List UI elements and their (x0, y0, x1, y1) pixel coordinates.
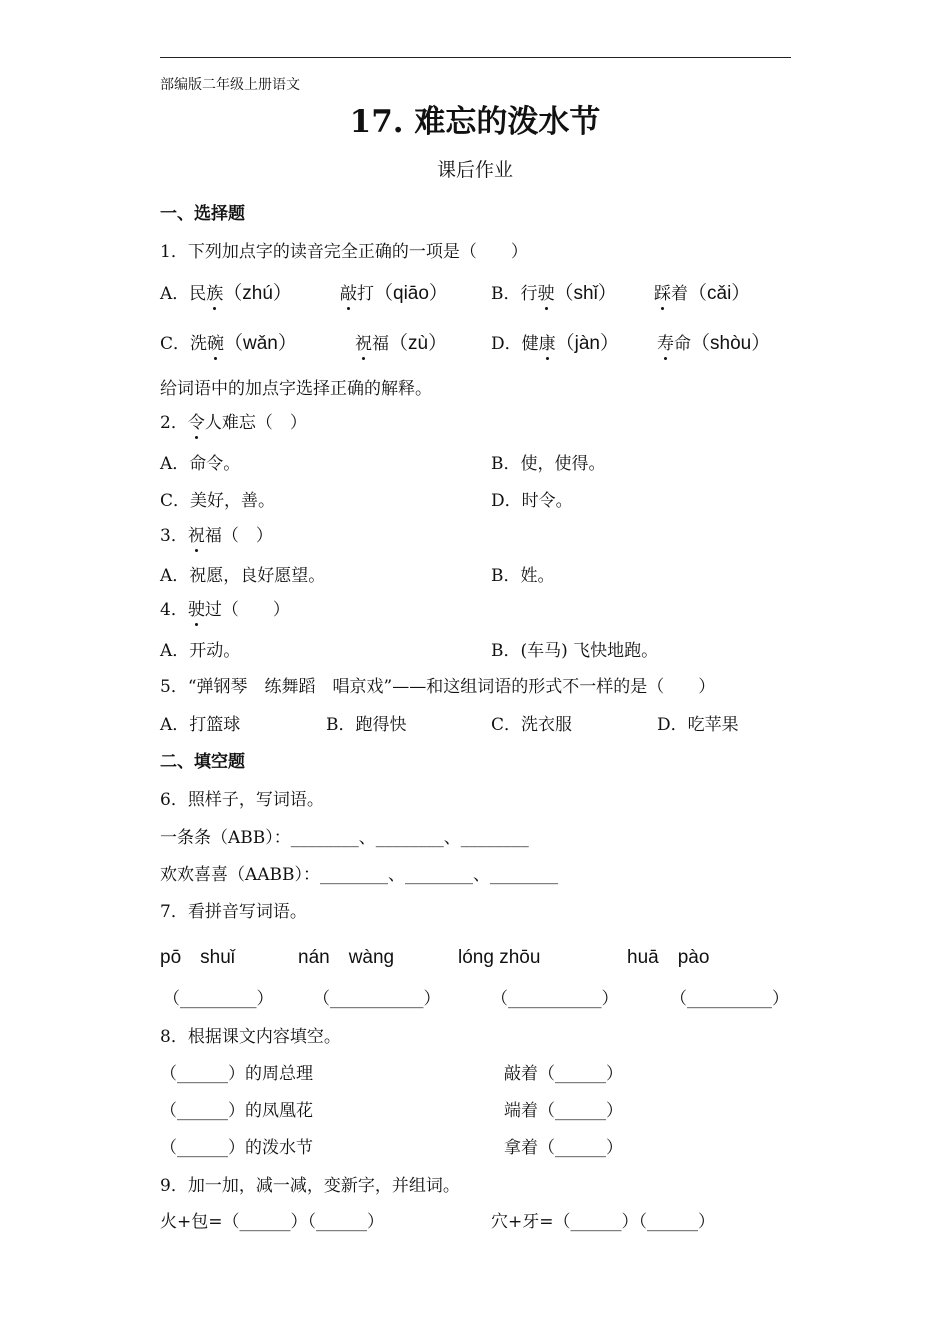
q5-option-c: C．洗衣服 (491, 715, 573, 735)
q1-option-c-word2 (355, 334, 447, 353)
q8-right-1[interactable]: 敲着（______） (504, 1064, 623, 1084)
q7-pinyin-4: huā pào (627, 947, 710, 968)
word-part: 健 (521, 334, 539, 354)
q1-option-b-word2 (654, 284, 750, 303)
q9-left[interactable]: 火+包=（______）（______） (160, 1212, 384, 1232)
dotted-char: 踩 (654, 284, 671, 304)
question-8-stem: 8．根据课文内容填空。 (160, 1027, 341, 1047)
q4-option-a: A．开动。 (160, 641, 241, 661)
q7-blank-4[interactable]: （__________） (670, 989, 789, 1009)
pinyin: （shǐ） (554, 283, 617, 304)
question-9-stem: 9．加一加，减一减，变新字，并组词。 (160, 1176, 460, 1196)
q5-option-a: A．打篮球 (160, 715, 241, 735)
q8-left-2[interactable]: （______）的凤凰花 (160, 1101, 313, 1121)
dotted-char: 寿 (657, 334, 674, 354)
question-text: 过（ ） (204, 600, 290, 620)
question-number: 3． (160, 526, 188, 546)
q8-right-3[interactable]: 拿着（______） (504, 1138, 623, 1158)
q4-option-b: B．(车马) 飞快地跑。 (491, 641, 659, 661)
dotted-char: 祝 (187, 526, 205, 546)
option-label: D． (491, 334, 522, 354)
dotted-char: 族 (206, 284, 224, 304)
question-6-stem: 6．照样子，写词语。 (160, 790, 324, 810)
pinyin: （shòu） (691, 333, 771, 354)
q7-blank-2[interactable]: （___________） (313, 989, 441, 1009)
question-4-stem (160, 602, 290, 619)
q8-left-1[interactable]: （______）的周总理 (160, 1064, 313, 1084)
dotted-char: 碗 (207, 334, 225, 354)
section-heading-fill: 二、填空题 (160, 752, 245, 772)
question-3-stem (160, 528, 273, 545)
q7-pinyin-3: lóng zhōu (458, 947, 541, 968)
q1-option-a (160, 284, 292, 303)
q8-right-2[interactable]: 端着（______） (504, 1101, 623, 1121)
word-part: 打 (357, 284, 374, 304)
question-7-stem: 7．看拼音写词语。 (160, 902, 307, 922)
q9-right[interactable]: 穴+牙=（______）（______） (491, 1212, 715, 1232)
word-part: 着 (671, 284, 688, 304)
question-text: 人难忘（ ） (204, 413, 307, 433)
header-rule (160, 57, 791, 58)
q2-option-b: B．使，使得。 (491, 454, 606, 474)
dotted-char: 祝 (355, 334, 372, 354)
dotted-char: 敲 (340, 284, 357, 304)
dotted-char: 令 (187, 413, 205, 433)
q6-line-aabb: 欢欢喜喜（AABB）：________、________、________ (160, 865, 559, 885)
q1-option-d-word2 (657, 334, 770, 353)
question-2-stem (160, 415, 307, 432)
q1-option-b (491, 284, 617, 303)
option-label: B． (491, 284, 521, 304)
pinyin: （qiāo） (374, 283, 448, 304)
q3-option-b: B．姓。 (491, 566, 555, 586)
option-label: C． (160, 334, 191, 354)
q7-blank-1[interactable]: （_________） (163, 989, 274, 1009)
q5-option-b: B．跑得快 (326, 715, 407, 735)
pinyin: （cǎi） (688, 283, 751, 304)
word-part: 行 (520, 284, 538, 304)
q7-pinyin-1: pō shuǐ (160, 947, 235, 968)
dotted-char: 康 (538, 334, 556, 354)
q1-option-d (491, 334, 619, 353)
section-heading-choice: 一、选择题 (160, 204, 245, 224)
question-1-stem: 1．下列加点字的读音完全正确的一项是（ ） (160, 242, 528, 262)
q6-line-abb: 一条条（ABB）：________、________、________ (160, 828, 529, 848)
q5-option-d: D．吃苹果 (657, 715, 739, 735)
question-number: 4． (160, 600, 188, 620)
q1-option-a-word2 (340, 284, 448, 303)
option-label: A． (160, 284, 190, 304)
pinyin: （zù） (389, 333, 448, 354)
dotted-char: 驶 (537, 284, 555, 304)
q1-option-c (160, 334, 297, 353)
q2-option-a: A．命令。 (160, 454, 241, 474)
header-subject: 部编版二年级上册语文 (160, 77, 300, 93)
q3-option-a: A．祝愿，良好愿望。 (160, 566, 326, 586)
dotted-char: 驶 (187, 600, 205, 620)
pinyin: （wǎn） (224, 333, 297, 354)
q7-blank-3[interactable]: （___________） (491, 989, 619, 1009)
question-5-stem: 5．“弹钢琴 练舞蹈 唱京戏”——和这组词语的形式不一样的是（ ） (160, 677, 716, 697)
pinyin: （zhú） (223, 283, 292, 304)
page-subtitle: 课后作业 (436, 159, 513, 181)
word-part: 民 (189, 284, 207, 304)
word-part: 洗 (190, 334, 208, 354)
pinyin: （jàn） (555, 333, 619, 354)
q2-option-c: C．美好，善。 (160, 491, 276, 511)
q8-left-3[interactable]: （______）的泼水节 (160, 1138, 313, 1158)
question-text: 福（ ） (204, 526, 273, 546)
word-part: 命 (674, 334, 691, 354)
q2-option-d: D．时令。 (491, 491, 573, 511)
word-part: 福 (372, 334, 389, 354)
page-title: 17. 难忘的泼水节 (349, 104, 601, 140)
q7-pinyin-2: nán wàng (298, 947, 395, 968)
question-number: 2． (160, 413, 188, 433)
instruction-text: 给词语中的加点字选择正确的解释。 (160, 379, 432, 399)
